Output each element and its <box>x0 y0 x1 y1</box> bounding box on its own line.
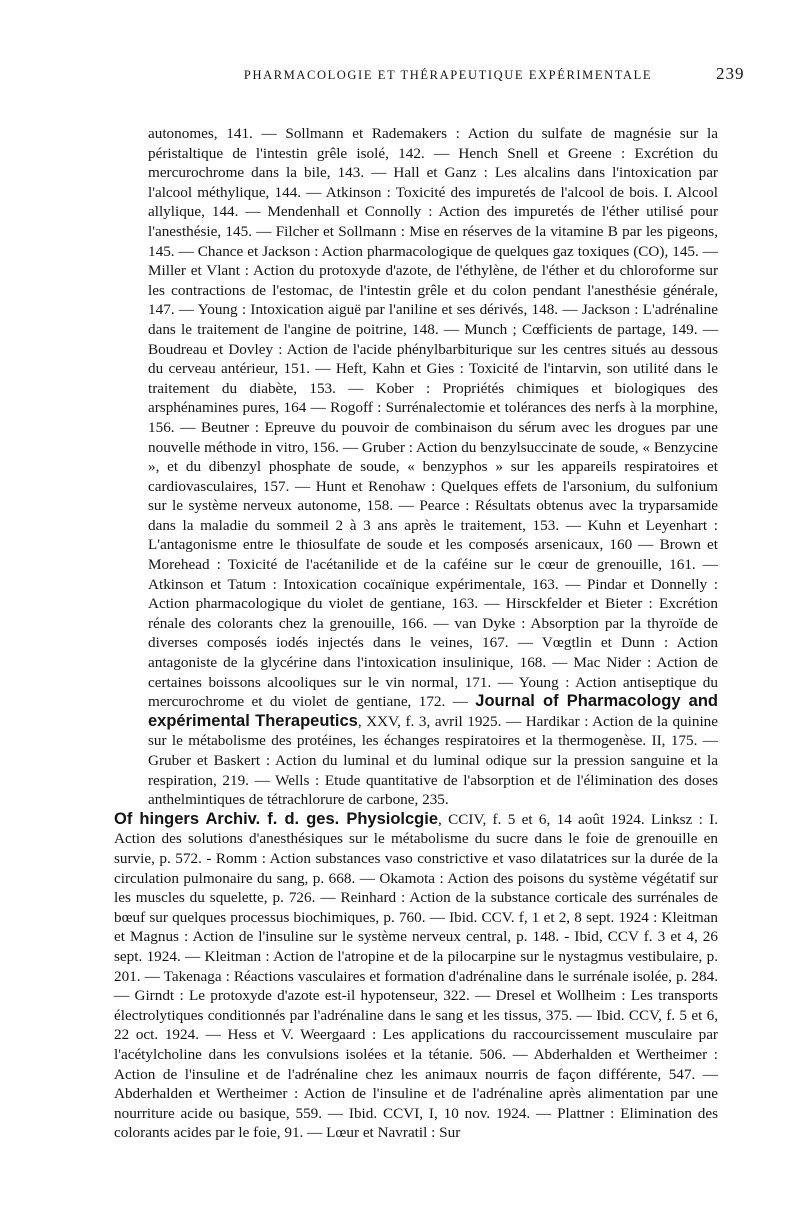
page-number: 239 <box>716 64 745 83</box>
paragraph-1b-text: , XXV, f. 3, avril 1925. — Hardikar : Action de la quinine sur le métabolisme des protéines, les échanges respiratoires et la thermogenèse. II, 175. — Gruber et Baskert : Action du luminal et du luminal odique sur la pression sanguine et la respiration, 219. — Wells : Etude quantitative de l'absorption et de l'élimination des doses anthelmintiques de tétrachlorure de carbone, 235. <box>148 712 719 809</box>
journal-head-2: Of hingers Archiv. f. d. ges. Physiolcgie <box>114 809 439 828</box>
paragraph-1-text: autonomes, 141. — Sollmann et Rademakers : Action du sulfate de magnésie sur la péristaltique de l'intestin grêle isolé, 142. — Hench Snell et Greene : Excrétion du mercurochrome dans la bile, 143. — Hall et Ganz : Les alcalins dans l'intoxication par l'alcool méthylique, 144. — Atkinson : Toxicité des impuretés de l'alcool de bois. I. Alcool allylique, 144. — Mendenhall et Connolly : Action des impuretés de l'éther utilisé pour l'anesthésie, 145. — Filcher et Sollmann : Mise en réserves de la vitamine B par les pigeons, 145. — Chance et Jackson : Action pharmacologique de quelques gaz toxiques (CO), 145. — Miller et Vlant : Action du protoxyde d'azote, de l'éthylène, de l'éther et du chloroforme sur les contractions de l'estomac, de l'intestin grêle et du colon pendant l'anesthésie générale, 147. — Young : Intoxication aiguë par l'aniline et ses dérivés, 148. — Jackson : L'adrénaline dans le traitement de l'angine de poitrine, 148. — Munch ; Cœfficients de partage, 149. — Boudreau et Dovley : Action de l'acide phénylbarbiturique sur les centres situés au dessous du cerveau antérieur, 151. — Heft, Kahn et Gies : Toxicité de l'intarvin, son utilité dans le traitement du diabète, 153. — Kober : Propriétés chimiques et biologiques des arsphénamines pures, 164 — Rogoff : Surrénalectomie et tolérances des nerfs à la morphine, 156. — Beutner : Epreuve du pouvoir de combinaison du sérum avec les drogues par une nouvelle méthode in vitro, 156. — Gruber : Action du benzylsuccinate de soude, « Benzycine », et du dibenzyl phosphate de soude, « benzyphos » sur les appareils respiratoires et cardiovasculaires, 157. — Hunt et Renohaw : Quelques effets de l'arsonium, du sulfonium sur le système nerveux autonome, 158. — Pearce : Résultats obtenus avec la tryparsamide dans la maladie du sommeil 2 à 3 ans après le traitement, 153. — Kuhn et Leyenhart : L'antagonisme entre le thiosulfate de soude et les composés arsenicaux, 160 — Brown et Morehead : Toxicité de l'acétanilide et de la caféine sur le cœur de grenouille, 161. — Atkinson et Tatum : Intoxication cocaïnique expérimentale, 163. — Pindar et Donnelly : Action pharmacologique du violet de gentiane, 163. — Hirsckfelder et Bieter : Excrétion rénale des colorants chez la grenouille, 166. — van Dyke : Absorption par la thyroïde de diverses composés iodés injectés dans le veines, 167. — Vœgtlin et Dunn : Action antagoniste de la glycérine dans l'intoxication insulinique, 168. — Mac Nider : Action de certaines boissons alcooliques sur le vin normal, 171. — Young : Action antiseptique du mercurochrome et du violet de gentiane, 172. — <box>148 125 718 711</box>
paragraph-1 <box>148 124 718 810</box>
paragraph-2 <box>114 810 718 1143</box>
journal-title: Journal of Pharmacology and expérimental Therapeutics <box>148 692 718 730</box>
body-text <box>114 124 719 1143</box>
paragraph-2-text: , CCIV, f. 5 et 6, 14 août 1924. Linksz : I. Action des solutions d'anesthésiques sur le métabolisme du sucre dans le foie de grenouille en survie, p. 572. - Romm : Action substances vaso constrictive et vaso dilatatrices sur la durée de la circulation pulmonaire du sang, p. 668. — Okamota : Action des poisons du système végétatif sur les muscles du squelette, p. 726. — Reinhard : Action de la substance corticale des surrénales de bœuf sur quelques processus biochimiques, p. 760. — Ibid. CCV. f, 1 et 2, 8 sept. 1924 : Kleitman et Magnus : Action de l'insuline sur le système nerveux central, p. 148. - Ibid, CCV f. 3 et 4, 26 sept. 1924. — Kleitman : Action de l'atropine et de la pilocarpine sur le nystagmus vestibulaire, p. 201. — Takenaga : Réactions vasculaires et formation d'adrénaline dans le surrénale isolée, p. 284. — Girndt : Le protoxyde d'azote est-il hypotenseur, 322. — Dresel et Wollheim : Les transports électrolytiques conditionnés par l'adrénaline dans le sang et les tissus, 375. — Ibid. CCV, f. 5 et 6, 22 oct. 1924. — Hess et V. Weergaard : Les applications du raccourcissement musculaire par l'acétylcholine dans les convulsions isolées et la tétanie. 506. — Abderhalden et Wertheimer : Action de l'insuline et de l'adrénaline chez les animaux nourris de façon différente, 547. — Abderhalden et Wertheimer : Action de l'insuline et de l'adrénaline après alimentation par une nourriture acide ou basique, 559. — Ibid. CCVI, I, 10 nov. 1924. — Plattner : Elimination des colorants acides par le foie, 91. — Lœur et Navratil : Sur <box>114 810 718 1142</box>
running-head: PHARMACOLOGIE ET THÉRAPEUTIQUE EXPÉRIMENTALE <box>243 68 653 82</box>
